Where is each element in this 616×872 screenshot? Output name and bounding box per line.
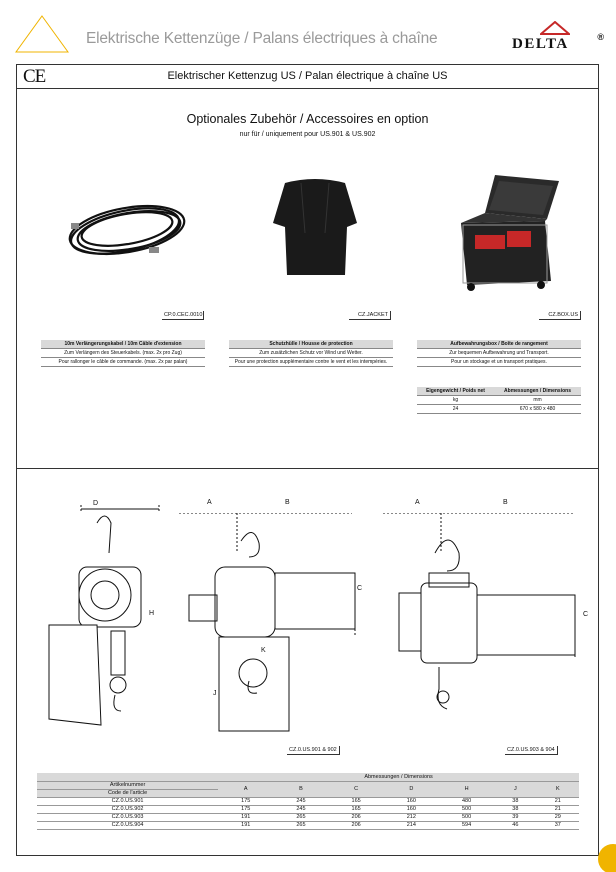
dim-table-article-fr: Code de l'article — [37, 789, 218, 797]
row-code: CZ.0.US.904 — [37, 821, 218, 829]
dim-label-J: J — [213, 690, 217, 697]
header-title: Elektrische Kettenzüge / Palans électriques à chaîne — [86, 30, 438, 47]
ce-mark: CE — [23, 66, 46, 87]
cell-K: 21 — [537, 805, 579, 813]
dim-label-H: H — [149, 610, 155, 617]
cell-K: 21 — [537, 797, 579, 805]
model-code-903-904: CZ.0.US.903 & 904 — [505, 746, 558, 755]
box-col-dimensions: Abmessungen / Dimensions — [494, 387, 581, 396]
dim-label-A-large: A — [415, 499, 420, 506]
cell-B: 265 — [273, 813, 328, 821]
accessories-subtitle: nur für / uniquement pour US.901 & US.902 — [239, 131, 376, 138]
cell-B: 245 — [273, 797, 328, 805]
delta-brand-text: DELTA — [512, 36, 569, 52]
dim-table-corner — [37, 773, 218, 781]
hoist-large-drawing — [379, 513, 587, 733]
cell-C: 165 — [329, 797, 384, 805]
accessories-title: Optionales Zubehör / Accessoires en option — [186, 112, 429, 126]
model-code-901-902: CZ.0.US.901 & 902 — [287, 746, 340, 755]
dim-col-K: K — [537, 781, 579, 797]
cell-D: 212 — [384, 813, 439, 821]
cell-K: 29 — [537, 813, 579, 821]
dim-table-article-de: Artikelnummer — [37, 781, 218, 789]
row-code: CZ.0.US.901 — [37, 797, 218, 805]
dim-col-A: A — [218, 781, 273, 797]
cell-A: 175 — [218, 805, 273, 813]
cell-B: 245 — [273, 805, 328, 813]
storage-box-image — [455, 173, 565, 293]
dim-table-group-header: Abmessungen / Dimensions — [218, 773, 579, 781]
accessory-code-cable: CP.0.CEC.0010 — [164, 312, 203, 318]
box-spec-table — [417, 387, 581, 414]
accessory-code-jacket: CZ.JACKET — [349, 311, 391, 320]
desc-line-fr: Pour rallonger le câble de commande. (max. 2x par palan) — [58, 359, 188, 365]
accessory-desc-jacket — [229, 340, 393, 367]
cell-A: 191 — [218, 821, 273, 829]
table-row — [37, 813, 579, 821]
cell-H: 500 — [439, 805, 494, 813]
dimensions-table — [37, 773, 579, 830]
accessory-desc-box — [417, 340, 581, 367]
cell-C: 165 — [329, 805, 384, 813]
cell-C: 206 — [329, 821, 384, 829]
cell-J: 38 — [494, 797, 536, 805]
delta-logo — [498, 20, 608, 60]
cell-A: 191 — [218, 813, 273, 821]
cell-D: 214 — [384, 821, 439, 829]
cell-A: 175 — [218, 797, 273, 805]
dim-label-B-large: B — [503, 499, 508, 506]
title-bar — [17, 65, 598, 89]
page-corner-tab — [598, 844, 616, 872]
cell-H: 480 — [439, 797, 494, 805]
row-code: CZ.0.US.902 — [37, 805, 218, 813]
dim-col-H: H — [439, 781, 494, 797]
delta-registered: ® — [597, 32, 604, 42]
box-col-weight: Eigengewicht / Poids net — [417, 387, 494, 396]
accessory-desc-cable — [41, 340, 205, 367]
desc-line-fr: Pour une protection supplémentaire contre le vent et les intempéries. — [234, 359, 388, 365]
desc-line-fr: Pour un stockage et un transport pratiques. — [451, 359, 547, 365]
cell-D: 160 — [384, 805, 439, 813]
dim-col-C: C — [329, 781, 384, 797]
hoist-front-drawing — [177, 513, 367, 733]
section-divider — [17, 468, 598, 469]
dim-label-C-front: C — [357, 585, 363, 592]
box-weight-value: 24 — [452, 406, 459, 412]
table-row — [37, 805, 579, 813]
dim-label-K: K — [261, 647, 266, 654]
dim-label-A-front: A — [207, 499, 212, 506]
desc-line-de: Zum zusätzlichen Schutz vor Wind und Wetter. — [259, 350, 363, 356]
dim-col-B: B — [273, 781, 328, 797]
dim-label-B-front: B — [285, 499, 290, 506]
delta-triangle-icon — [540, 21, 570, 35]
desc-line-de: Zum Verlängern des Steuerkabels. (max. 2x pro Zug) — [64, 350, 182, 356]
cell-K: 37 — [537, 821, 579, 829]
accessory-code-box: CZ.BOX.US — [539, 311, 581, 320]
content-frame — [16, 64, 599, 856]
dim-col-D: D — [384, 781, 439, 797]
cell-C: 206 — [329, 813, 384, 821]
desc-header: Schutzhülle / Housse de protection — [229, 340, 393, 349]
cell-H: 500 — [439, 813, 494, 821]
product-title: Elektrischer Kettenzug US / Palan électrique à chaîne US — [167, 70, 448, 82]
cell-J: 39 — [494, 813, 536, 821]
cell-D: 160 — [384, 797, 439, 805]
warning-triangle-icon — [14, 14, 70, 54]
box-unit-kg: kg — [452, 397, 459, 403]
page-header — [0, 0, 616, 62]
box-dimensions-value: 670 x 580 x 480 — [519, 406, 556, 412]
desc-line-de: Zur bequemen Aufbewahrung und Transport. — [449, 350, 549, 356]
table-row — [37, 797, 579, 805]
desc-header: Aufbewahrungsbox / Boîte de rangement — [417, 340, 581, 349]
cell-H: 594 — [439, 821, 494, 829]
dim-label-C-large: C — [583, 611, 589, 618]
protective-jacket-image — [265, 175, 365, 285]
desc-header: 10m Verlängerungskabel / 10m Câble d'extension — [41, 340, 205, 349]
dim-label-D: D — [93, 500, 99, 507]
cell-B: 265 — [273, 821, 328, 829]
extension-cable-image — [57, 185, 187, 275]
row-code: CZ.0.US.903 — [37, 813, 218, 821]
box-unit-mm: mm — [533, 397, 542, 403]
table-row — [37, 821, 579, 829]
cell-J: 46 — [494, 821, 536, 829]
hoist-side-drawing — [35, 505, 175, 735]
cell-J: 38 — [494, 805, 536, 813]
dim-col-J: J — [494, 781, 536, 797]
